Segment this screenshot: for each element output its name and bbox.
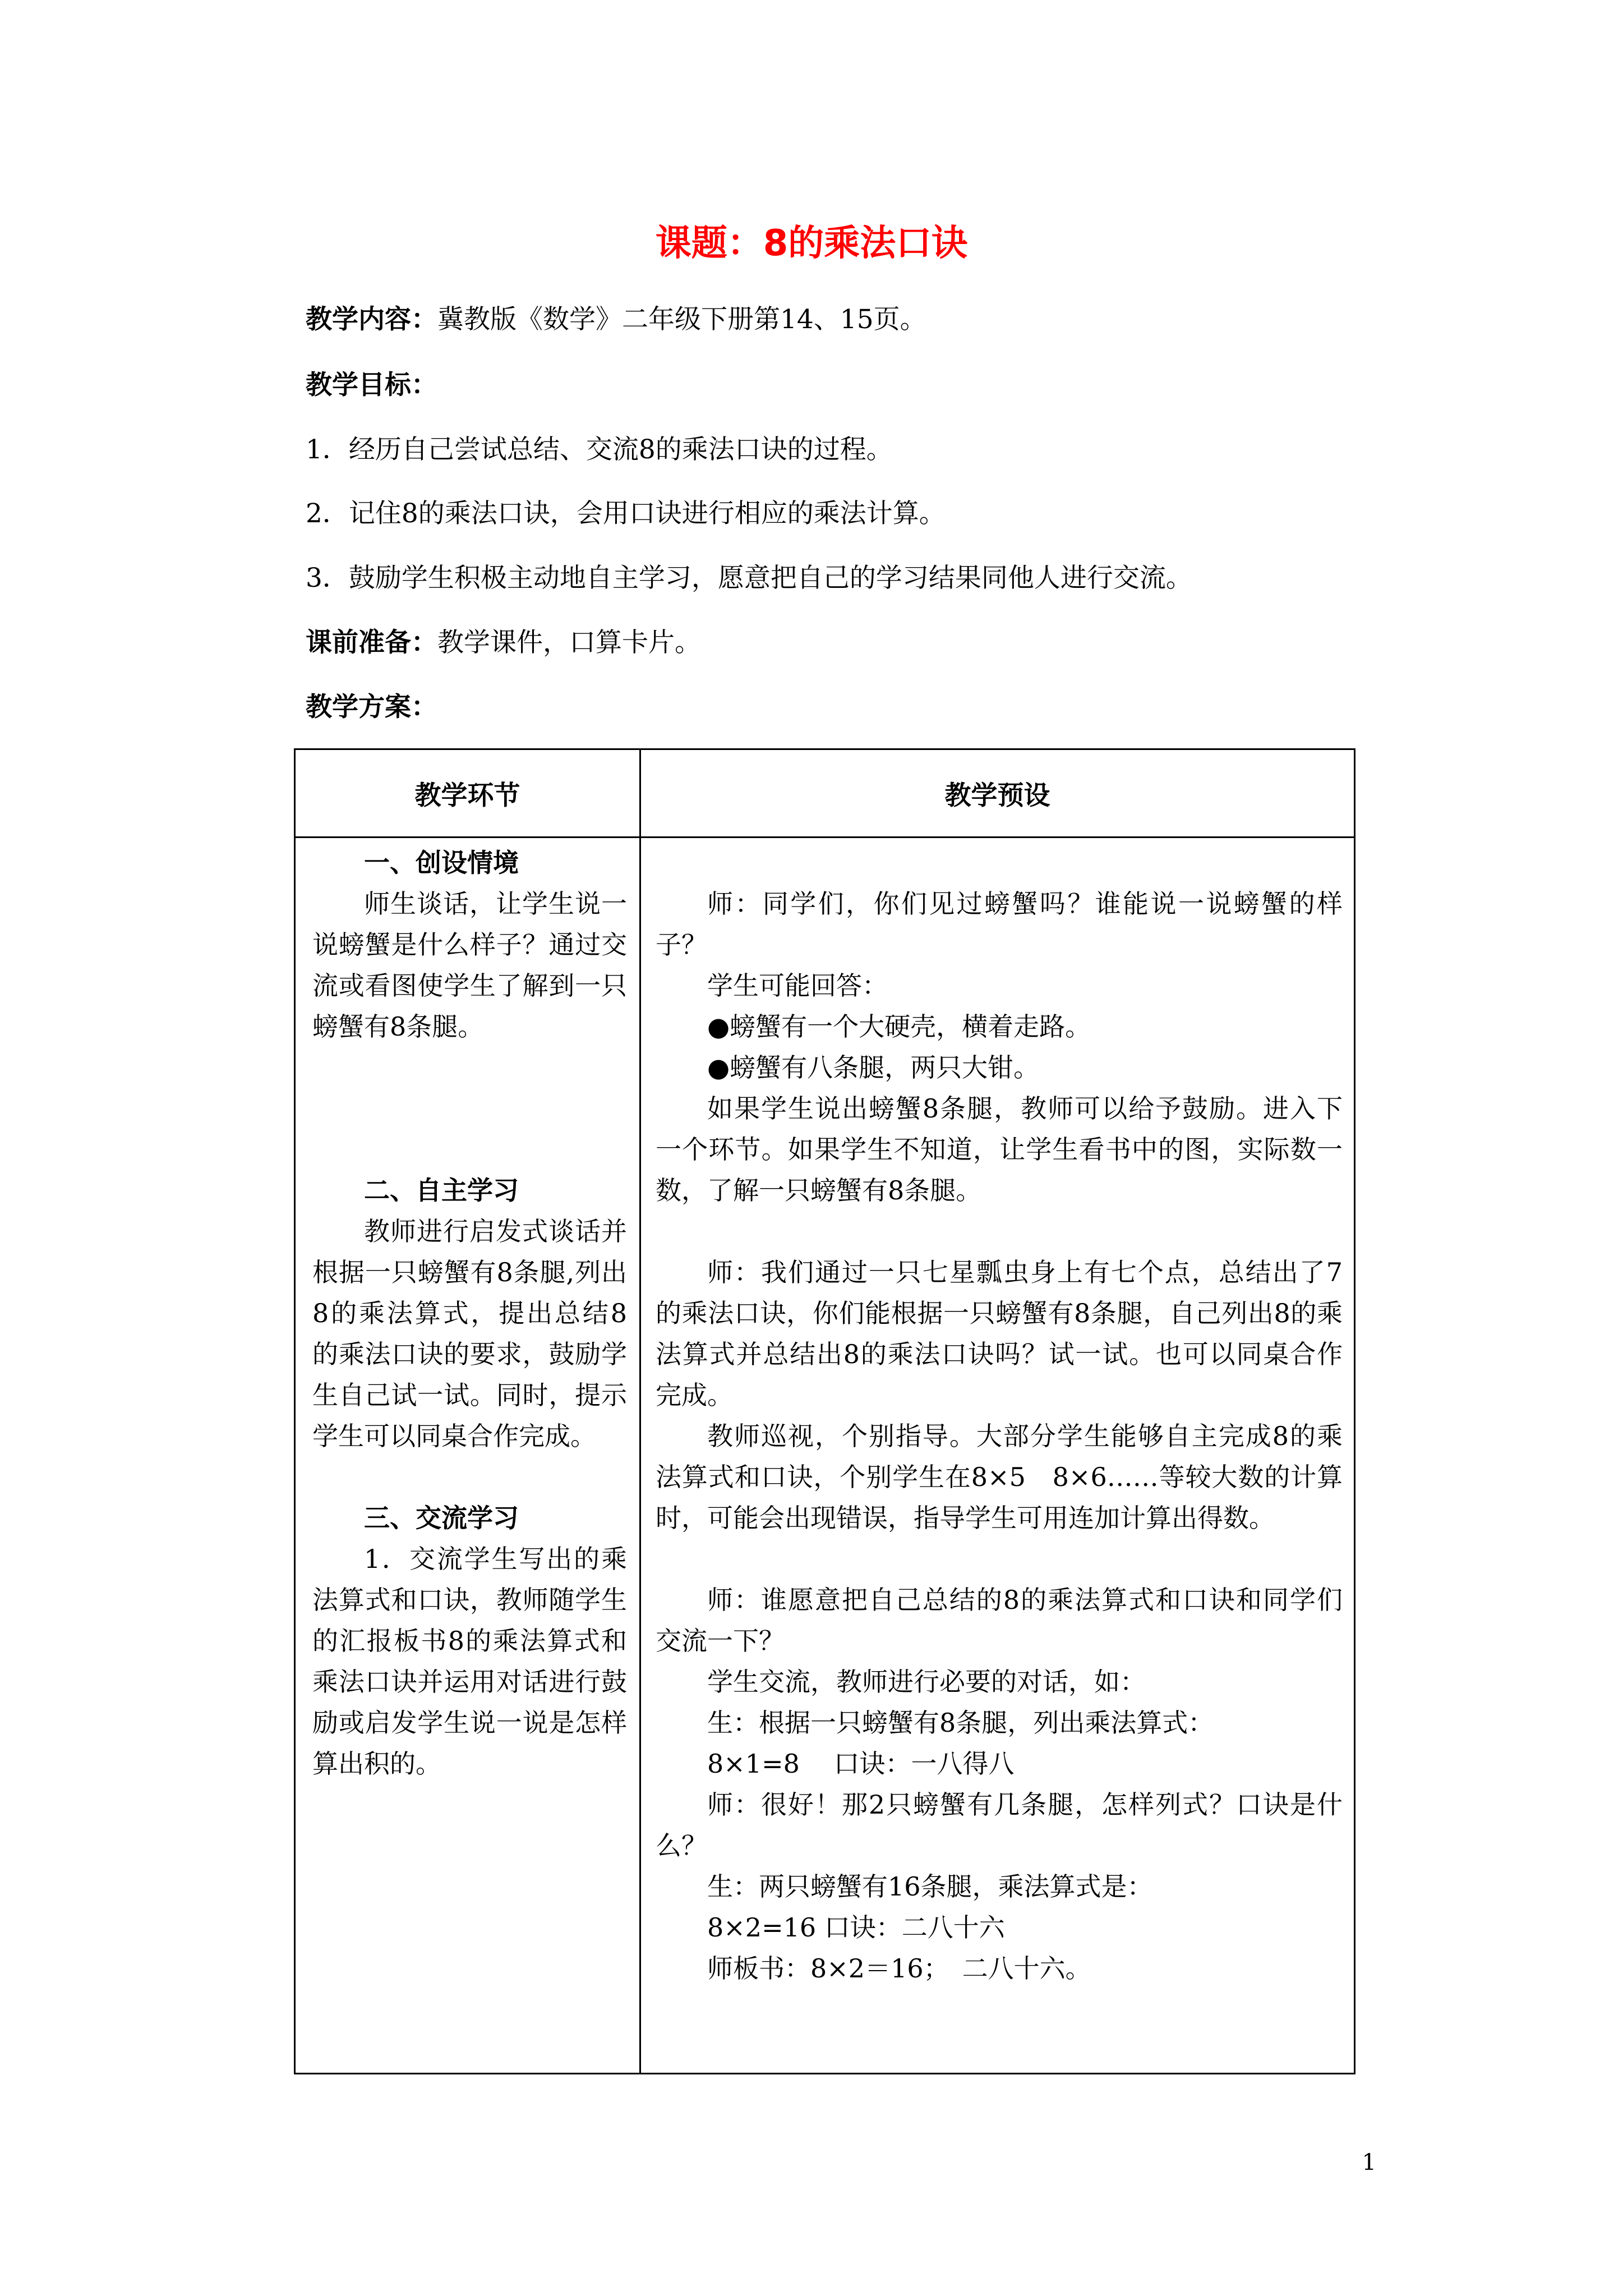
preset-paragraph-6: 师：我们通过一只七星瓢虫身上有七个点，总结出了7的乘法口诀，你们能根据一只螃蟹有8条腿，自己列出8的乘法算式并总结出8的乘法口诀吗？试一试。也可以同桌合作完成。: [656, 1257, 1343, 1410]
preset-paragraph-2: 学生可能回答：: [707, 970, 888, 1001]
header-preset: 教学预设: [640, 749, 1355, 838]
section-3-text: 1．交流学生写出的乘法算式和口诀，教师随学生的汇报板书8的乘法算式和乘法口诀并运用对话进行鼓励或启发学生说一说是怎样算出积的。: [312, 1544, 627, 1779]
goal-item-3: 3．鼓励学生积极主动地自主学习，愿意把自己的学习结果同他人进行交流。: [306, 563, 1192, 593]
prep-text: 教学课件，口算卡片。: [437, 627, 701, 658]
teaching-plan-table: [294, 748, 1355, 2074]
preset-paragraph-1: 师：同学们，你们见过螃蟹吗？谁能说一说螃蟹的样子？: [656, 889, 1343, 960]
table-body-row: [295, 838, 1355, 2074]
table-header-row: [295, 749, 1355, 838]
teaching-goals-label: 教学目标：: [306, 370, 437, 401]
teaching-content-text: 冀教版《数学》二年级下册第14、15页。: [437, 304, 926, 335]
preset-paragraph-11: 8×1=8 口诀：一八得八: [707, 1749, 1015, 1779]
stage-column-cell: [295, 838, 640, 2074]
page-number: 1: [1362, 2150, 1376, 2175]
teaching-content-label: 教学内容：: [306, 304, 437, 335]
preset-paragraph-5: 如果学生说出螃蟹8条腿，教师可以给予鼓励。进入下一个环节。如果学生不知道，让学生看书中的图，实际数一数，了解一只螃蟹有8条腿。: [656, 1093, 1343, 1205]
preset-paragraph-12: 师：很好！那2只螃蟹有几条腿，怎样列式？口诀是什么？: [656, 1789, 1343, 1861]
preset-paragraph-13: 生：两只螃蟹有16条腿，乘法算式是：: [707, 1871, 1153, 1902]
preset-column-cell: [640, 838, 1355, 2074]
section-3-heading: 三、交流学习: [364, 1503, 519, 1533]
section-2-text: 教师进行启发式谈话并根据一只螃蟹有8条腿,列出8的乘法算式，提出总结8的乘法口诀的要求，鼓励学生自己试一试。同时，提示学生可以同桌合作完成。: [312, 1216, 627, 1451]
preset-paragraph-4: ●螃蟹有八条腿，两只大钳。: [707, 1052, 1040, 1083]
preset-paragraph-7: 教师巡视，个别指导。大部分学生能够自主完成8的乘法算式和口诀，个别学生在8×5 8×6……等较大数的计算时，可能会出现错误，指导学生可用连加计算出得数。: [656, 1421, 1343, 1533]
teaching-content-line: [306, 303, 926, 337]
prep-line: [306, 626, 701, 660]
goal-item-2: 2．记住8的乘法口诀，会用口诀进行相应的乘法计算。: [306, 498, 946, 529]
preset-paragraph-8: 师：谁愿意把自己总结的8的乘法算式和口诀和同学们交流一下？: [656, 1585, 1343, 1656]
plan-label: 教学方案：: [306, 692, 437, 723]
preset-paragraph-15: 师板书：8×2＝16； 二八十六。: [707, 1953, 1091, 1984]
section-1-heading: 一、创设情境: [364, 848, 519, 878]
preset-paragraph-3: ●螃蟹有一个大硬壳，横着走路。: [707, 1011, 1091, 1042]
prep-label: 课前准备：: [306, 627, 437, 658]
header-stage: 教学环节: [295, 749, 640, 838]
preset-paragraph-10: 生：根据一只螃蟹有8条腿，列出乘法算式：: [707, 1708, 1214, 1738]
page-title: 课题：8的乘法口诀: [655, 223, 968, 264]
preset-paragraph-9: 学生交流，教师进行必要的对话，如：: [707, 1667, 1146, 1697]
section-1-text: 师生谈话，让学生说一说螃蟹是什么样子？通过交流或看图使学生了解到一只螃蟹有8条腿。: [312, 889, 627, 1042]
preset-paragraph-14: 8×2=16 口诀：二八十六: [707, 1912, 1005, 1943]
section-2-heading: 二、自主学习: [364, 1175, 519, 1205]
goal-item-1: 1．经历自己尝试总结、交流8的乘法口诀的过程。: [306, 434, 893, 465]
